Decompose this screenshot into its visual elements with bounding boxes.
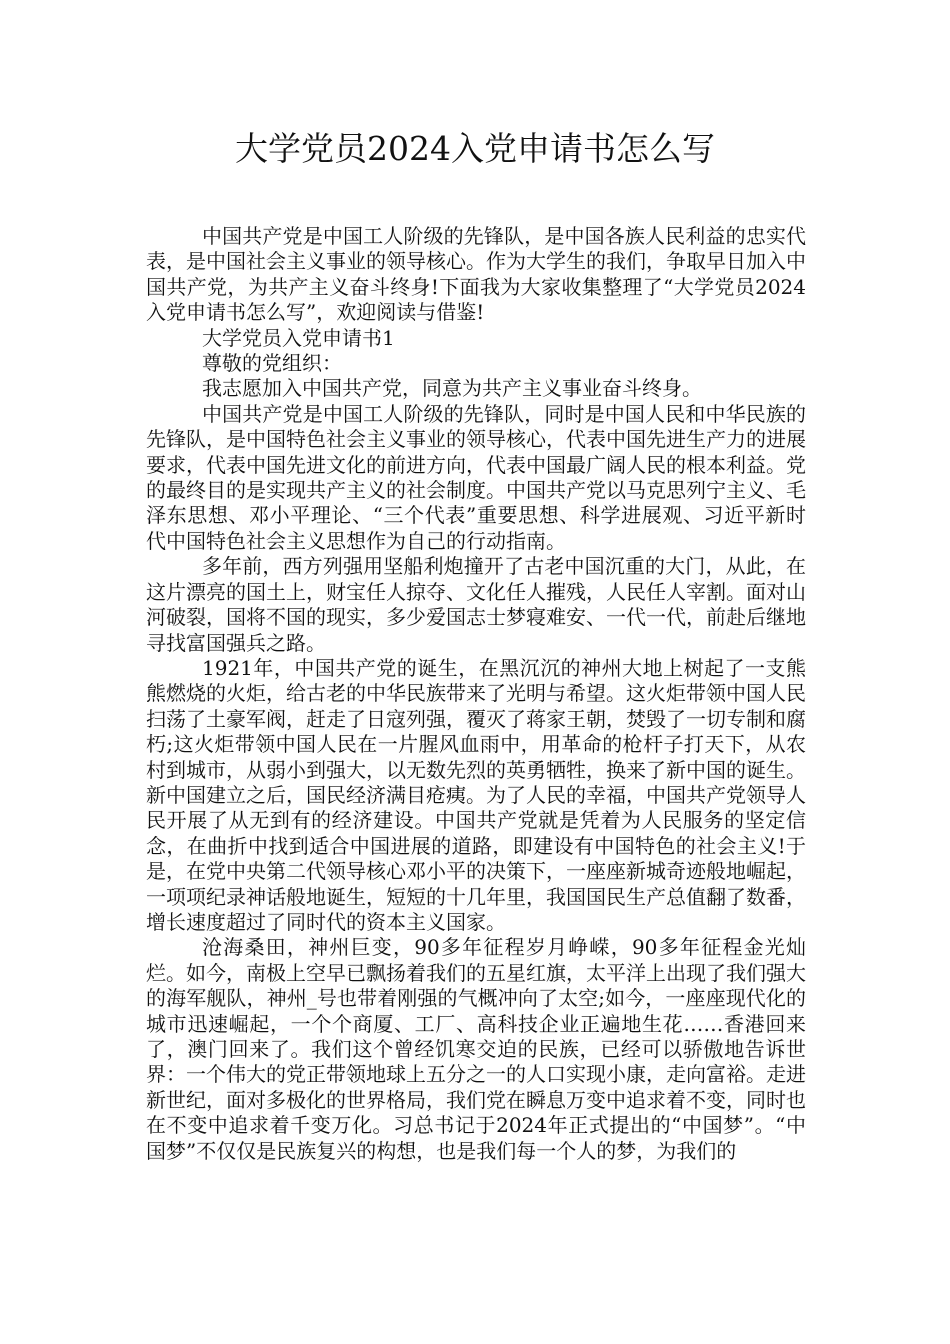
body-paragraph: 沧海桑田，神州巨变，90多年征程岁月峥嵘，90多年征程金光灿烂。如今，南极上空早已飘扬着我们的五星红旗，太平洋上出现了我们强大的海军舰队，神州_号也带着刚强的气概冲向了太空;如今，一座座现代化的城市迅速崛起，一个个商厦、工厂、高科技企业正遍地生花……香港回来了，澳门回来了。我们这个曾经饥寒交迫的民族，已经可以骄傲地告诉世界：一个伟大的党正带领地球上五分之一的人口实现小康，走向富裕。走进新世纪，面对多极化的世界格局，我们党在瞬息万变中追求着不变，同时也在不变中追求着千变万化。习总书记于2024年正式提出的“中国梦”。“中国梦”不仅仅是民族复兴的构想，也是我们每一个人的梦，为我们的: [146, 935, 806, 1163]
salutation: 尊敬的党组织：: [202, 351, 342, 376]
section-heading: 大学党员入党申请书1: [202, 325, 395, 350]
pledge-paragraph: 我志愿加入中国共产党，同意为共产主义事业奋斗终身。: [202, 376, 702, 401]
body-paragraph: 1921年，中国共产党的诞生，在黑沉沉的神州大地上树起了一支熊熊燃烧的火炬，给古老的中华民族带来了光明与希望。这火炬带领中国人民扫荡了土豪军阀，赶走了日寇列强，覆灭了蒋家王朝，焚毁了一切专制和腐朽;这火炬带领中国人民在一片腥风血雨中，用革命的枪杆子打天下，从农村到城市，从弱小到强大，以无数先烈的英勇牺牲，换来了新中国的诞生。新中国建立之后，国民经济满目疮痍。为了人民的幸福，中国共产党领导人民开展了从无到有的经济建设。中国共产党就是凭着为人民服务的坚定信念，在曲折中找到适合中国进展的道路，即建设有中国特色的社会主义!于是，在党中央第二代领导核心邓小平的决策下，一座座新城奇迹般地崛起，一项项纪录神话般地诞生，短短的十几年里，我国国民生产总值翻了数番，增长速度超过了同时代的资本主义国家。: [146, 655, 806, 934]
document-title: 大学党员2024入党申请书怎么写: [235, 129, 715, 168]
intro-paragraph: 中国共产党是中国工人阶级的先锋队，是中国各族人民利益的忠实代表，是中国社会主义事业的领导核心。作为大学生的我们，争取早日加入中国共产党，为共产主义奋斗终身!下面我为大家收集整理了“大学党员2024入党申请书怎么写”，欢迎阅读与借鉴!: [146, 224, 806, 325]
body-paragraph: 多年前，西方列强用坚船利炮撞开了古老中国沉重的大门，从此，在这片漂亮的国土上，财宝任人掠夺、文化任人摧残，人民任人宰割。面对山河破裂，国将不国的现实，多少爱国志士梦寝难安、一代一代，前赴后继地寻找富国强兵之路。: [146, 554, 806, 655]
body-paragraph: 中国共产党是中国工人阶级的先锋队，同时是中国人民和中华民族的先锋队，是中国特色社会主义事业的领导核心，代表中国先进生产力的进展要求，代表中国先进文化的前进方向，代表中国最广阔人民的根本利益。党的最终目的是实现共产主义的社会制度。中国共产党以马克思列宁主义、毛泽东思想、邓小平理论、“三个代表”重要思想、科学进展观、习近平新时代中国特色社会主义思想作为自己的行动指南。: [146, 401, 806, 553]
document-body: [146, 224, 806, 1164]
